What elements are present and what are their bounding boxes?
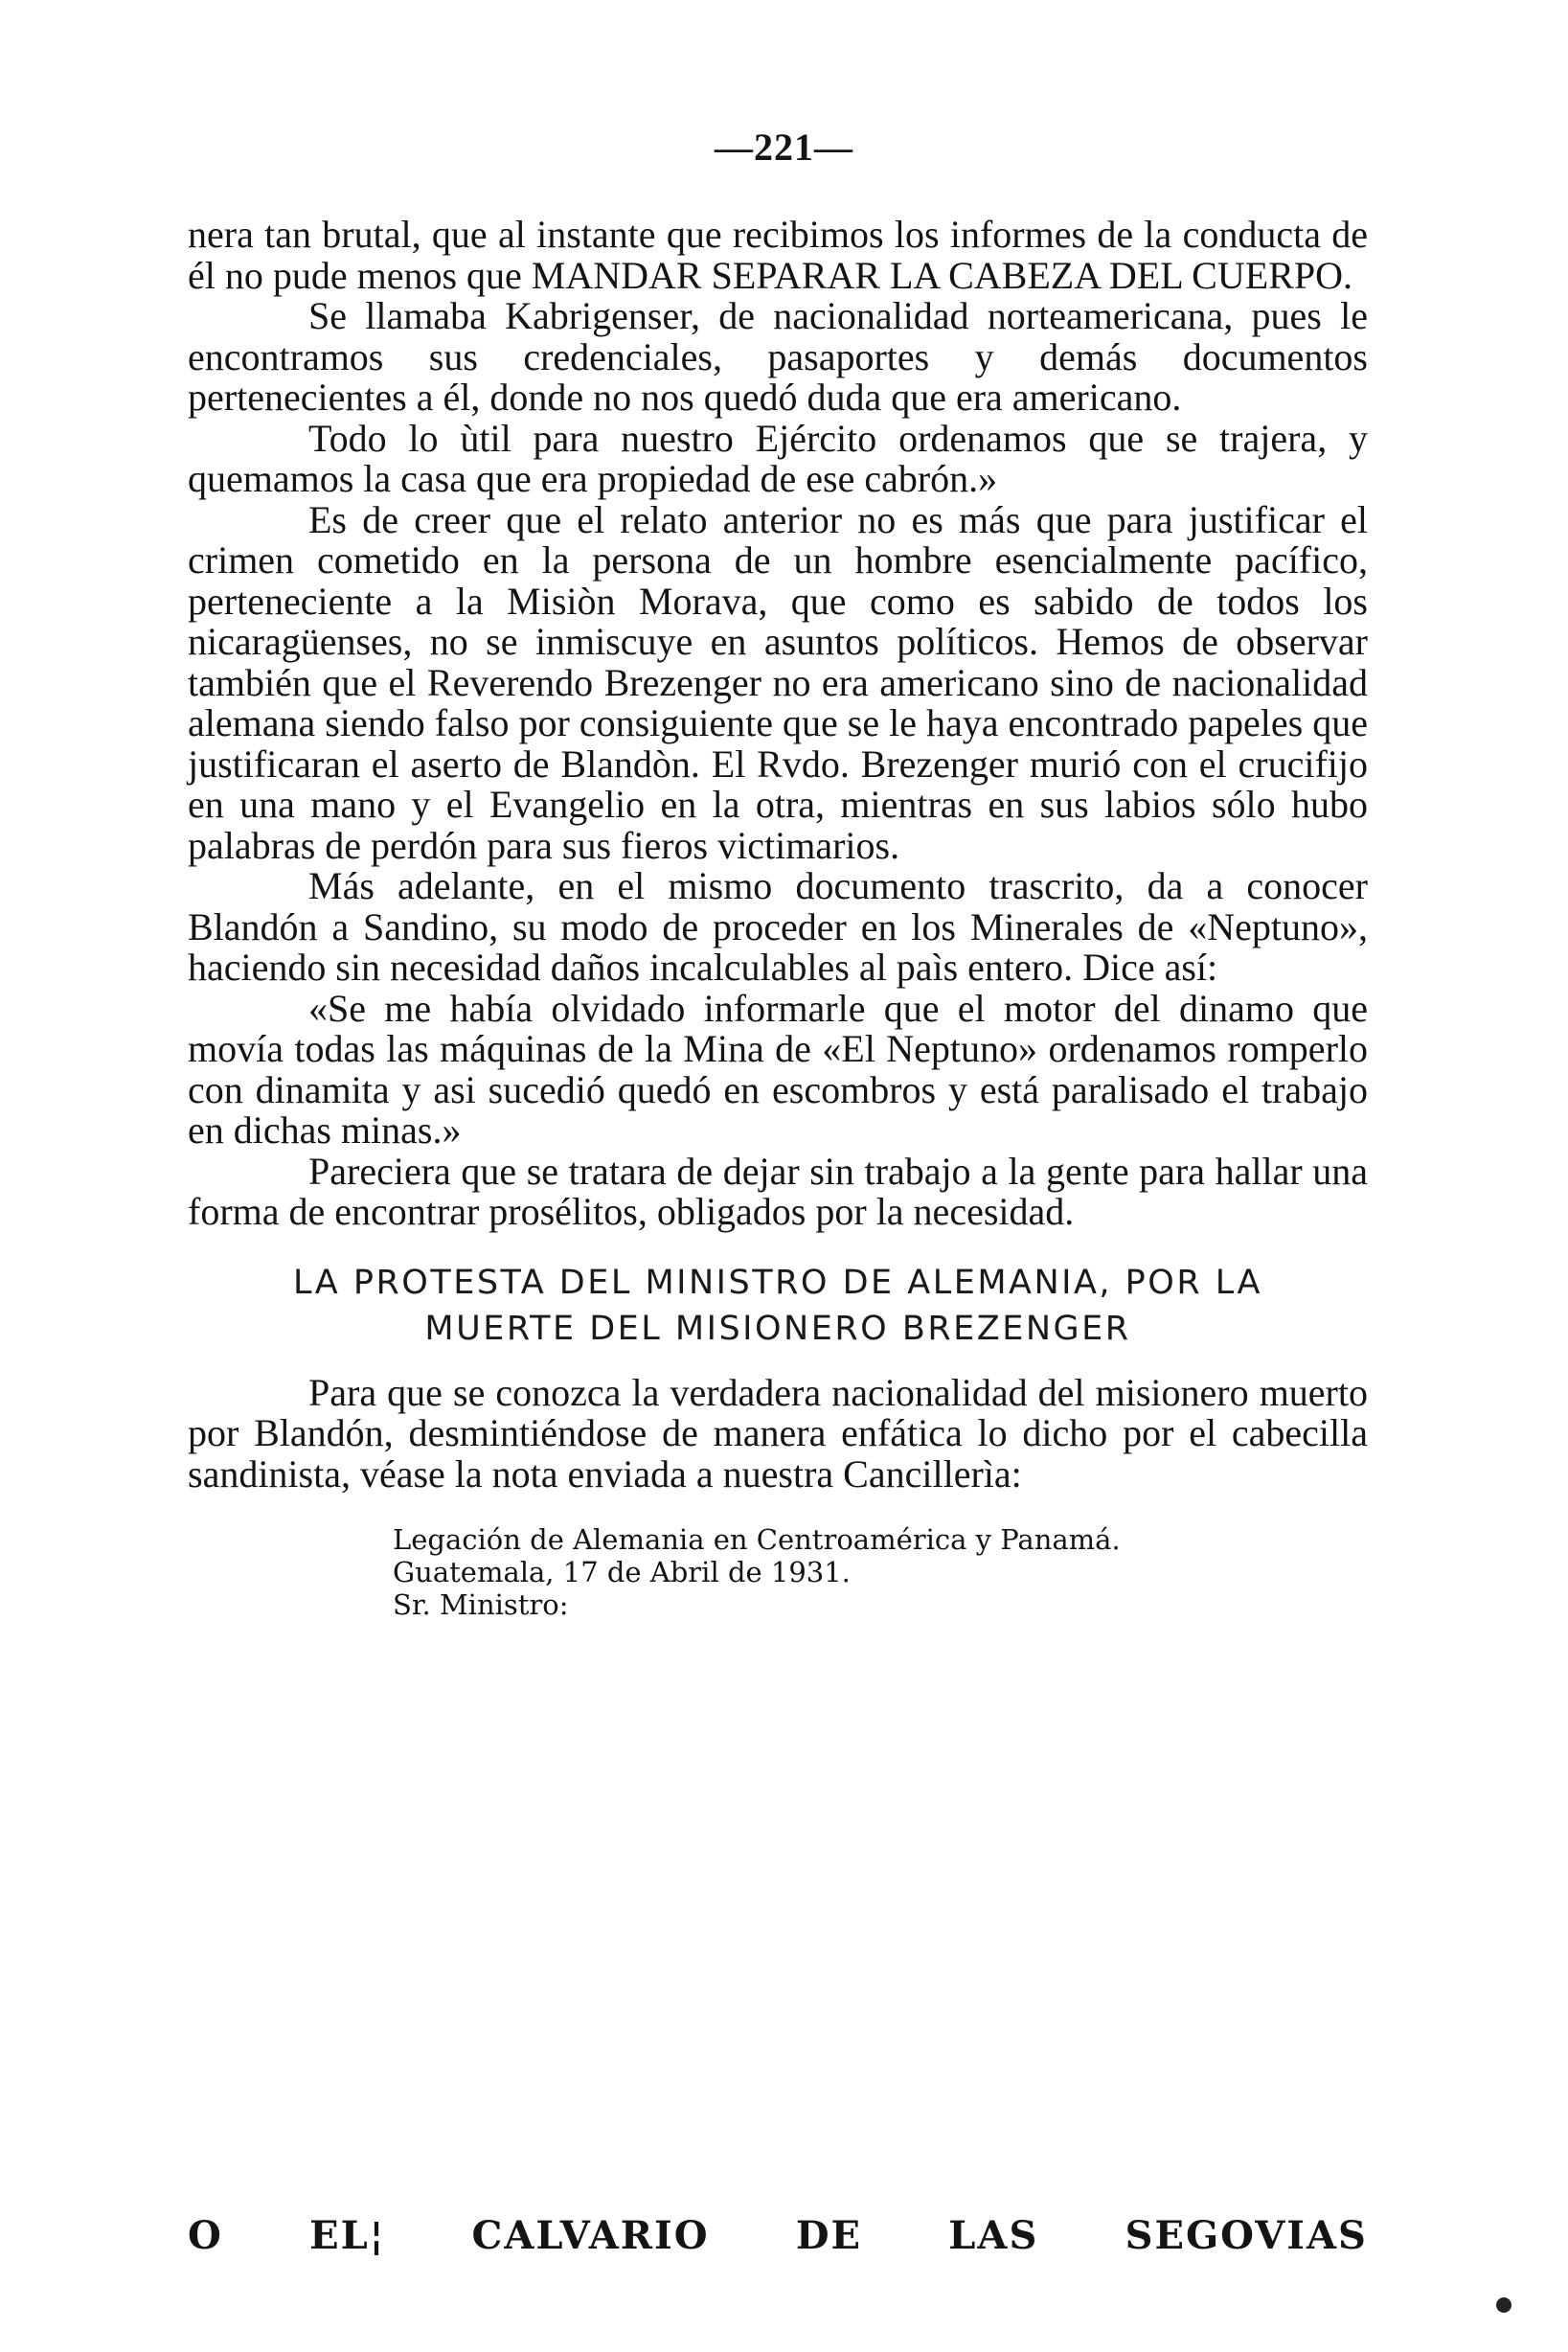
paragraph: nera tan brutal, que al instante que recibimos los informes de la conducta de él no pude menos que MANDAR SEPARAR LA CABEZA DEL CUERPO. [188, 213, 1368, 297]
quoted-paragraph: «Se me había olvidado informarle que el motor del dinamo que movía todas las máquinas de la Mina de «El Neptuno» ordenamos romperlo con dinamita y asi sucedió quedó en escombros y está paralisado el trabajo en dichas minas.» [188, 986, 1368, 1152]
footer-word: LAS [948, 2213, 1039, 2258]
paragraph: Pareciera que se tratara de dejar sin trabajo a la gente para hallar una forma de encontrar prosélitos, obligados por la necesidad. [188, 1149, 1368, 1233]
footer-word: SEGOVIAS [1125, 2213, 1368, 2258]
footer-word: O [188, 2213, 223, 2258]
ink-speck [1496, 2297, 1511, 2313]
footer-word: EL¦ [309, 2213, 386, 2258]
paragraph: Para que se conozca la verdadera nacionalidad del misionero muerto por Blandón, desmintiéndose de manera enfática lo dicho por el cabecilla sandinista, véase la nota enviada a nuestra Cancillerìa: [188, 1370, 1368, 1496]
page-number: —221— [715, 126, 853, 169]
paragraph: Todo lo ùtil para nuestro Ejército ordenamos que se trajera, y quemamos la casa que era propiedad de ese cabrón.» [188, 416, 1368, 500]
paragraph: Más adelante, en el mismo documento trascrito, da a conocer Blandón a Sandino, su modo de proceder en los Minerales de «Neptuno», haciendo sin necesidad daños incalculables al paìs entero. Dice así: [188, 864, 1368, 989]
letter-line: Sr. Ministro: [393, 1588, 569, 1621]
footer-word: CALVARIO [471, 2213, 710, 2258]
paragraph: Se llamaba Kabrigenser, de nacionalidad norteamericana, pues le encontramos sus credenciales, pasaportes y demás documentos pertenecientes a él, donde no nos quedó duda que era americano. [188, 294, 1368, 419]
section-heading-line: MUERTE DEL MISIONERO BREZENGER [424, 1309, 1131, 1348]
letter-line: Guatemala, 17 de Abril de 1931. [393, 1556, 851, 1588]
footer-word: DE [795, 2213, 863, 2258]
letter-header [393, 1523, 1368, 1621]
section-heading-line: LA PROTESTA DEL MINISTRO DE ALEMANIA, POR LA [292, 1263, 1263, 1302]
paragraph: Es de creer que el relato anterior no es más que para justificar el crimen cometido en la persona de un hombre esencialmente pacífico, perteneciente a la Misiòn Morava, que como es sabido de todos los nicaragüenses, no se inmiscuye en asuntos políticos. Hemos de observar también que el Reverendo Brezenger no era americano sino de nacionalidad alemana siendo falso por consiguiente que se le haya encontrado papeles que justificaran el aserto de Blandòn. El Rvdo. Brezenger murió con el crucifijo en una mano y el Evangelio en la otra, mientras en sus labios sólo hubo palabras de perdón para sus fieros victimarios. [188, 497, 1368, 867]
letter-line: Legación de Alemania en Centroamérica y Panamá. [393, 1523, 1121, 1556]
section-heading [188, 1260, 1368, 1352]
body-text [188, 215, 1368, 1621]
running-footer-title [188, 2213, 1368, 2258]
